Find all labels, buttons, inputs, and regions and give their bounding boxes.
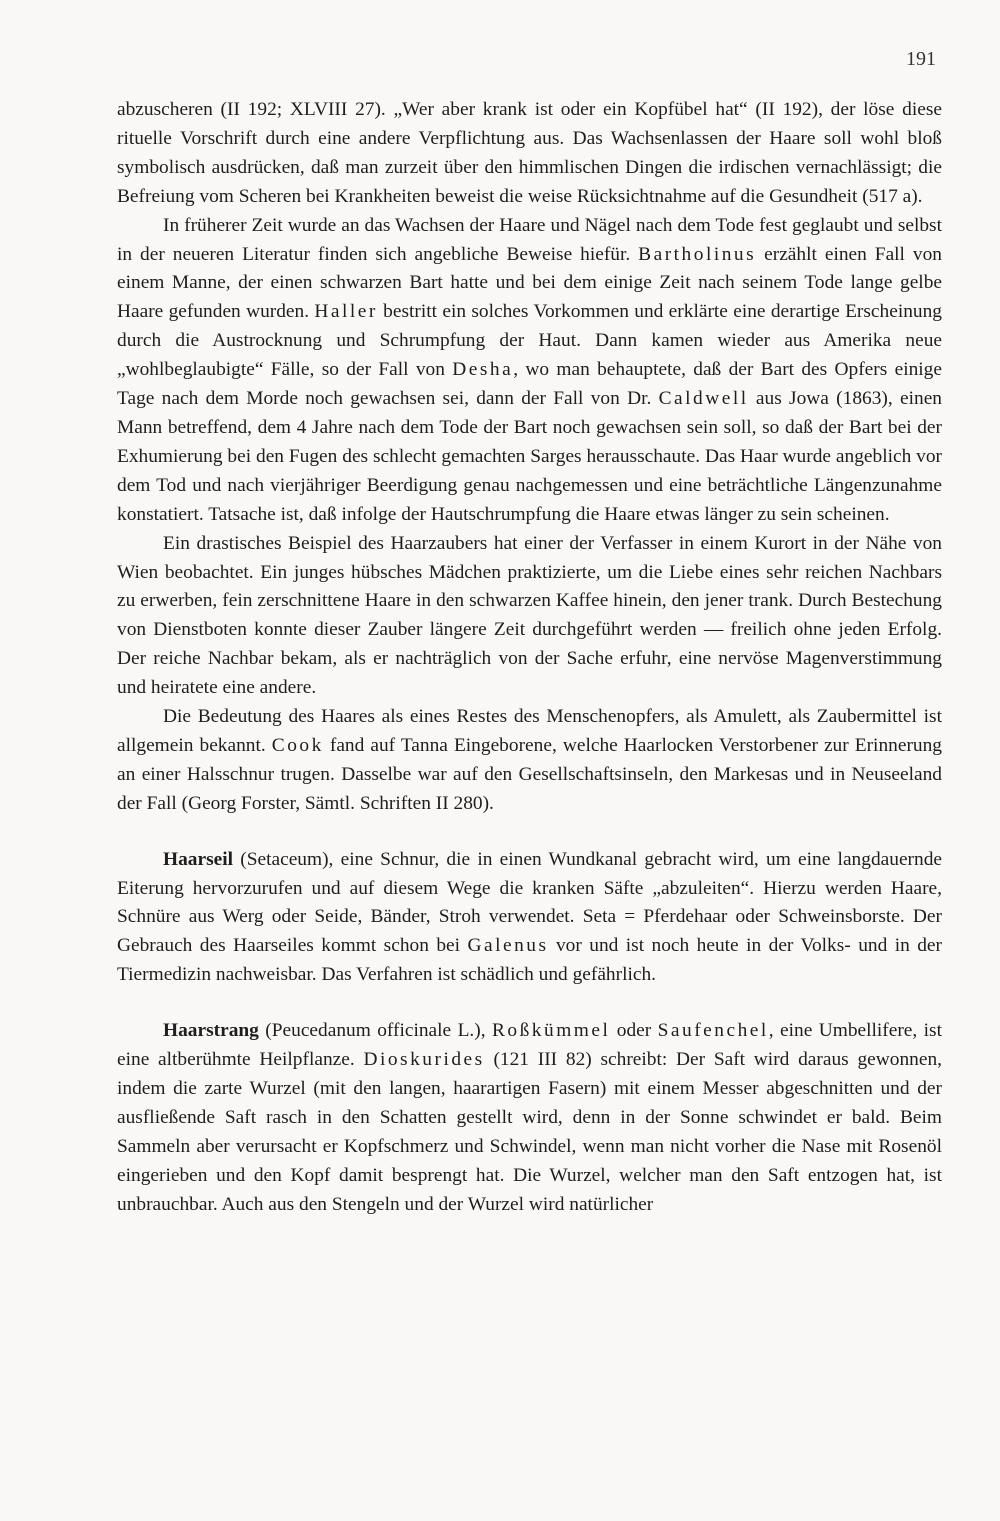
body-text	[117, 96, 942, 1220]
author-name: Bartholinus	[638, 243, 757, 265]
author-name: Haller	[314, 301, 378, 323]
text-segment: fand auf Tanna Eingeborene, welche Haarlocken Verstorbener zur Erinnerung an einer Halsschnur trugen. Dasselbe war auf den Gesellschaftsinseln, den Markesas und in Neuseeland der Fall (Georg Forster, Sämtl. Schriften II 280).	[117, 734, 942, 814]
author-name: Cook	[271, 734, 324, 756]
text-segment: bestritt ein solches Vorkommen und erklärte eine derartige Erscheinung durch die Austrocknung und Schrumpfung der Haut. Dann kamen wieder aus Amerika neue „wohlbeglaubigte“ Fälle, so der Fall von	[117, 301, 942, 381]
author-name: Caldwell	[658, 388, 749, 410]
paragraph	[117, 703, 942, 819]
paragraph	[117, 96, 942, 212]
plant-name: Roßkümmel	[491, 1020, 611, 1042]
entry-paragraph	[117, 846, 942, 991]
plant-name: Saufenchel	[657, 1020, 769, 1042]
paragraph	[117, 530, 942, 703]
text-segment: (121 III 82) schreibt: Der Saft wird daraus gewonnen, indem die zarte Wurzel (mit den langen, haarartigen Fasern) mit einem Messer abgeschnitten und der ausfließende Saft rasch in den Schatten gestellt wird, denn in der Sonne schwindet er bald. Beim Sammeln aber verursacht er Kopfschmerz und Schwindel, wenn man nicht vorher die Nase mit Rosenöl eingerieben und den Kopf damit besprengt hat. Die Wurzel, welcher man den Saft entzogen hat, ist unbrauchbar. Auch aus den Stengeln und der Wurzel wird natürlicher	[117, 1049, 943, 1215]
text-segment: vor und ist noch heute in der Volks- und in der Tiermedizin nachweisbar. Das Verfahren ist schädlich und gefährlich.	[117, 935, 942, 986]
text-segment: erzählt einen Fall von einem Manne, der einen schwarzen Bart hatte und bei dem einige Zeit nach seinem Tode lange gelbe Haare gefunden wurden.	[117, 243, 942, 323]
text-segment: Ein drastisches Beispiel des Haarzaubers hat einer der Verfasser in einem Kurort in der Nähe von Wien beobachtet. Ein junges hübsches Mädchen praktizierte, um die Liebe eines sehr reichen Nachbars zu erwerben, fein zerschnittene Haare in den schwarzen Kaffee hinein, den jener trank. Durch Bestechung von Dienstboten konnte dieser Zauber längere Zeit durchgeführt werden — freilich ohne jeden Erfolg. Der reiche Nachbar bekam, als er nachträglich von der Sache erfuhr, eine nervöse Magenverstimmung und heiratete eine andere.	[117, 532, 942, 699]
entry-headword: Haarstrang	[163, 1020, 259, 1042]
text-segment: (Setaceum), eine Schnur, die in einen Wundkanal gebracht wird, um eine langdauernde Eiterung hervorzurufen und auf diesem Wege die kranken Säfte „abzuleiten“. Hierzu werden Haare, Schnüre aus Werg oder Seide, Bänder, Stroh verwendet. Seta = Pferdehaar oder Schweinsborste. Der Gebrauch des Haarseiles kommt schon bei	[117, 848, 942, 957]
paragraph	[117, 212, 942, 530]
text-segment: oder	[610, 1020, 658, 1042]
page-number: 191	[906, 48, 936, 70]
entry-paragraph	[117, 1017, 942, 1219]
section-divider	[117, 990, 942, 1017]
author-name: Desha	[452, 359, 514, 381]
text-segment: , wo man behauptete, daß der Bart des Opfers einige Tage nach dem Morde noch gewachsen sei, dann der Fall von Dr.	[117, 359, 942, 410]
text-segment: (Peucedanum officinale L.),	[258, 1020, 492, 1042]
text-segment: aus Jowa (1863), einen Mann betreffend, dem 4 Jahre nach dem Tode der Bart noch gewachsen sein soll, so daß der Bart bei der Exhumierung bei den Fugen des schlecht gemachten Sarges herausschaute. Das Haar wurde angeblich vor dem Tod und nach vierjähriger Beerdigung genau nachgemessen und eine beträchtliche Längenzunahme konstatiert. Tatsache ist, daß infolge der Hautschrumpfung die Haare etwas länger zu sein scheinen.	[117, 388, 943, 525]
author-name: Dioskurides	[363, 1049, 485, 1071]
text-segment: abzuscheren (II 192; XLVIII 27). „Wer aber krank ist oder ein Kopfübel hat“ (II 192), der löse diese rituelle Vorschrift durch eine andere Verpflichtung aus. Das Wachsenlassen der Haare soll wohl bloß symbolisch ausdrücken, daß man zurzeit über den himmlischen Dingen die irdischen vernachlässigt; die Befreiung vom Scheren bei Krankheiten beweist die weise Rücksichtnahme auf die Gesundheit (517 a).	[117, 99, 942, 207]
section-divider	[117, 819, 942, 846]
text-segment: , eine Umbellifere, ist eine altberühmte Heilpflanze.	[117, 1020, 942, 1071]
text-segment: In früherer Zeit wurde an das Wachsen der Haare und Nägel nach dem Tode fest geglaubt und selbst in der neueren Literatur finden sich angebliche Beweise hiefür.	[117, 214, 942, 265]
author-name: Galenus	[467, 935, 549, 957]
text-segment: Die Bedeutung des Haares als eines Restes des Menschenopfers, als Amulett, als Zaubermittel ist allgemein bekannt.	[117, 706, 942, 756]
entry-headword: Haarseil	[163, 848, 234, 870]
